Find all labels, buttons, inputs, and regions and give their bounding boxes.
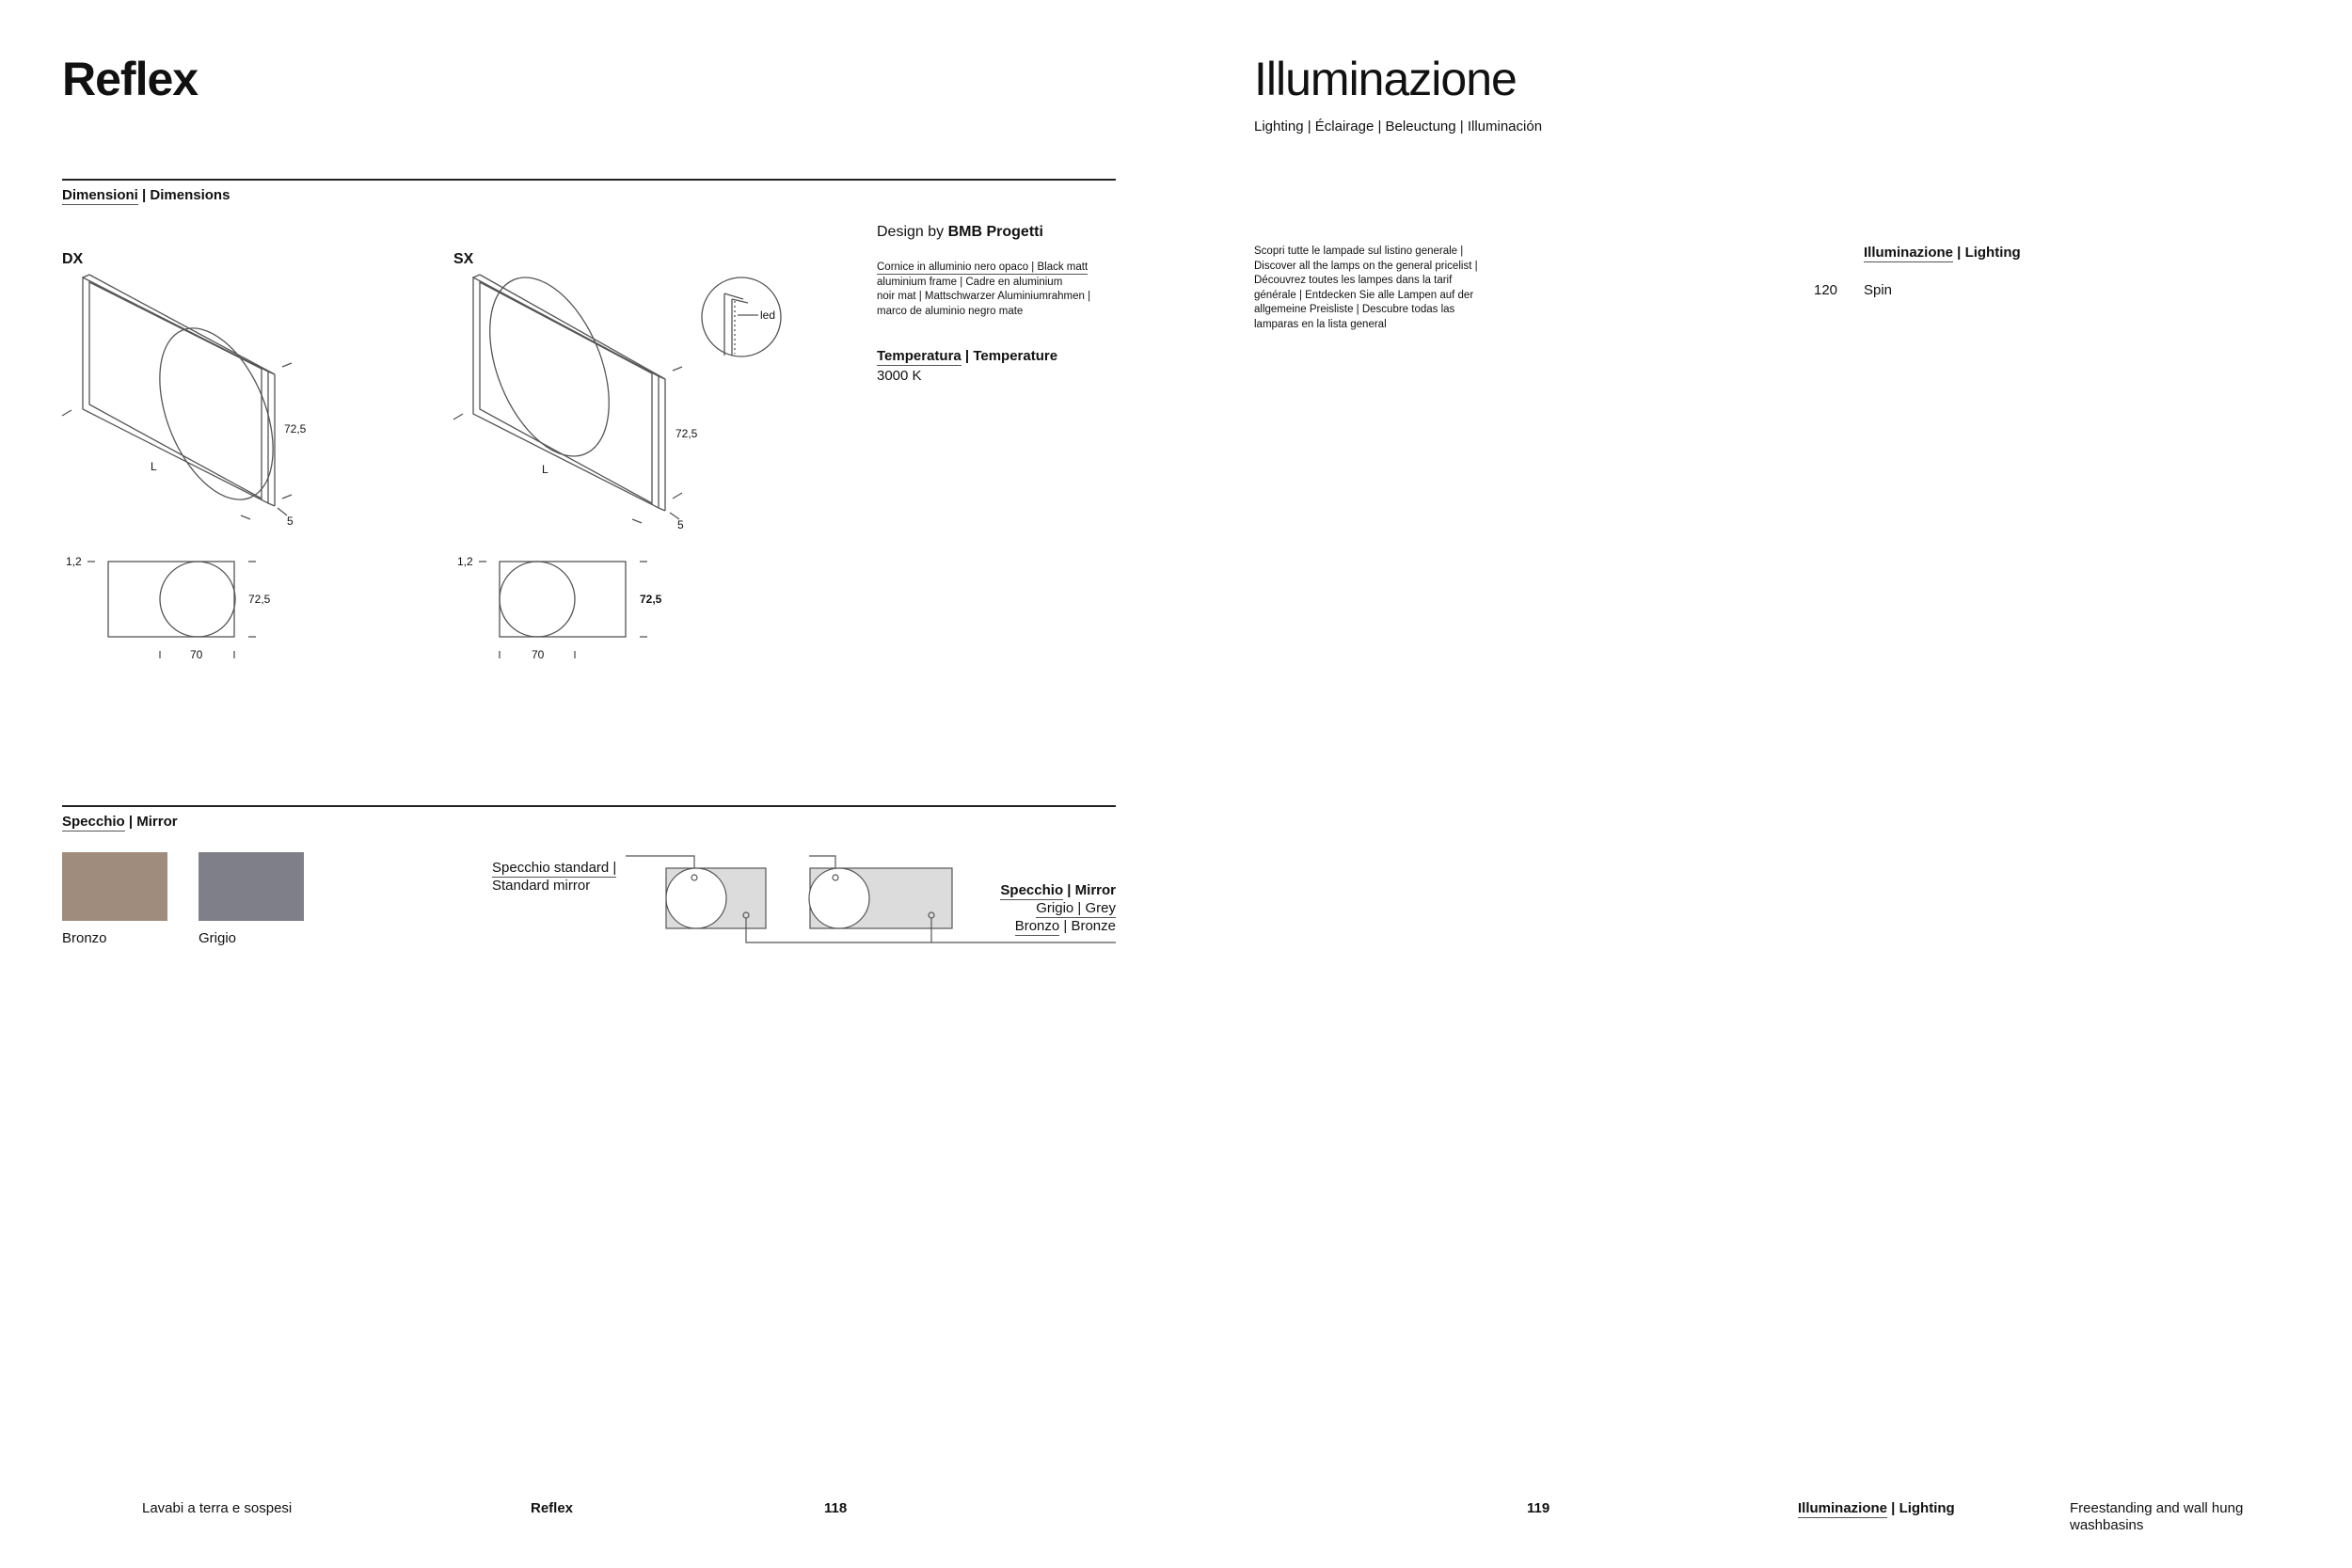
sx-length-label: L xyxy=(542,463,548,476)
right-page-title: Illuminazione xyxy=(1254,53,1517,105)
section-divider xyxy=(62,179,1116,181)
standard-mirror-label: Specchio standard | Standard mirror xyxy=(492,860,617,894)
swatch-grigio[interactable] xyxy=(199,852,304,921)
design-credit: Design by BMB Progetti xyxy=(877,224,1043,240)
footer-right-section: Illuminazione | Lighting xyxy=(1798,1500,1955,1516)
lighting-heading: Illuminazione | Lighting xyxy=(1864,245,2021,261)
lamps-note: Scopri tutte le lampade sul listino generale | Discover all the lamps on the general pricelist | Découvrez toutes les lampes dans la tarif générale | Entdecken Sie alle Lampen auf der allgemeine Preisliste | Descubre todas las lamparas en la lista general xyxy=(1254,245,1478,330)
sx-perspective-frame xyxy=(453,261,682,523)
swatch-grigio-label: Grigio xyxy=(199,930,237,946)
footer-category: Freestanding and wall hung washbasins xyxy=(2070,1500,2244,1533)
sx-height-label: 72,5 xyxy=(675,427,698,440)
section-divider xyxy=(62,805,1116,807)
mirror-heading: Specchio | Mirror xyxy=(62,814,178,830)
swatch-bronzo[interactable] xyxy=(62,852,167,921)
frame-description: Cornice in alluminio nero opaco | Black matt aluminium frame | Cadre en aluminium noir mat | Mattschwarzer Aluminiumrahmen | marco de aluminio negro mate xyxy=(877,261,1091,317)
page-number-left: 118 xyxy=(824,1500,848,1516)
lighting-item-name[interactable]: Spin xyxy=(1864,282,1893,298)
sx-top-view xyxy=(479,562,647,658)
right-page-subtitle: Lighting | Éclairage | Beleuctung | Illuminación xyxy=(1254,119,1543,135)
footer-product: Reflex xyxy=(531,1500,574,1516)
sx-label: SX xyxy=(453,251,474,267)
page-title: Reflex xyxy=(62,53,199,105)
sx-depth-label: 5 xyxy=(677,518,684,531)
page-number-right: 119 xyxy=(1527,1500,1550,1516)
swatch-bronzo-label: Bronzo xyxy=(62,930,107,946)
footer-section: Lavabi a terra e sospesi xyxy=(142,1500,293,1516)
mirror-legend: Specchio | Mirror Grigio | Grey Bronzo | Bronze xyxy=(1000,882,1116,934)
dx-length-label: L xyxy=(151,460,157,473)
dimensions-heading: Dimensioni | Dimensions xyxy=(62,187,230,203)
sx-width-label: 70 xyxy=(532,648,545,661)
lighting-item-page: 120 xyxy=(1814,282,1838,298)
dimension-drawings xyxy=(0,226,776,661)
dx-label: DX xyxy=(62,251,84,267)
sx-top-height-label: 72,5 xyxy=(640,593,662,606)
led-label: led xyxy=(760,309,776,322)
dx-top-height-label: 72,5 xyxy=(248,593,271,606)
dx-width-label: 70 xyxy=(190,648,203,661)
sx-thickness-label: 1,2 xyxy=(457,555,473,568)
dx-top-view xyxy=(87,562,256,658)
temperature-value: 3000 K xyxy=(877,368,922,384)
dx-height-label: 72,5 xyxy=(284,422,307,436)
temperature-heading: Temperatura | Temperature xyxy=(877,348,1058,364)
dx-perspective-frame xyxy=(62,275,295,519)
dx-thickness-label: 1,2 xyxy=(66,555,82,568)
dx-depth-label: 5 xyxy=(287,515,294,528)
